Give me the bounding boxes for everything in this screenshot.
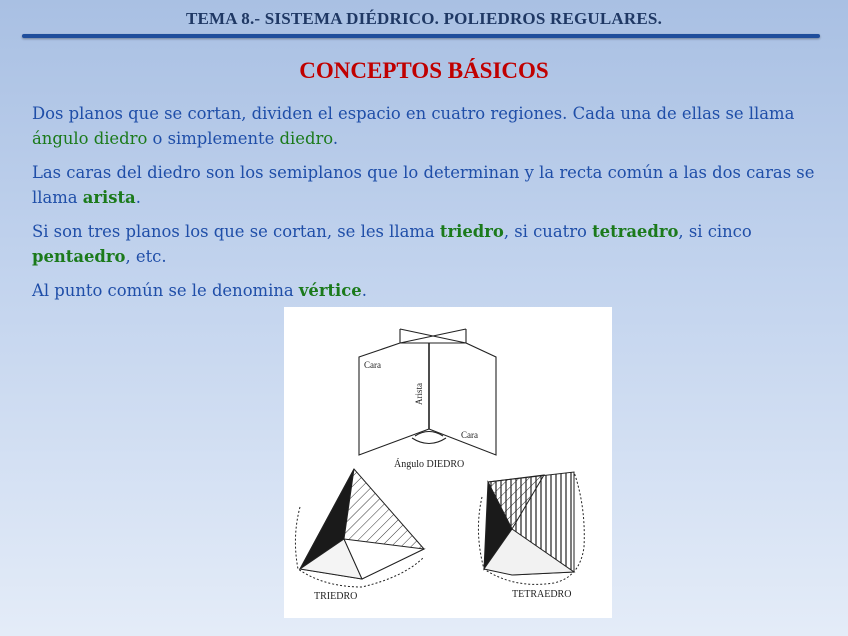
slide-title: TEMA 8.- SISTEMA DIÉDRICO. POLIEDROS REGULARES. xyxy=(185,9,663,28)
text-run: , si cuatro xyxy=(503,222,593,241)
text-run: . xyxy=(135,187,141,207)
text-run: . xyxy=(332,128,339,148)
text-run: Las caras del diedro son los semiplanos que lo determinan y la recta común a las dos caras se llama xyxy=(32,163,815,207)
tetraedro-drawing xyxy=(478,472,584,584)
paragraph-arista xyxy=(32,161,822,210)
text-run: . xyxy=(361,281,367,300)
text-run: o simplemente xyxy=(147,128,280,148)
label-triedro: TRIEDRO xyxy=(314,591,358,602)
term-vertice: vértice xyxy=(298,281,362,300)
polyhedra-illustration xyxy=(284,307,612,618)
term-angulo-diedro: ángulo diedro xyxy=(32,128,148,148)
slide-header xyxy=(0,0,848,34)
text-run: Al punto común se le denomina xyxy=(32,281,299,300)
text-run: , si cinco xyxy=(678,222,752,241)
text-run: Dos planos que se cortan, dividen el espacio en cuatro regiones. Cada una de ellas se llama xyxy=(32,104,795,123)
paragraph-triedro xyxy=(32,220,822,269)
body-text xyxy=(32,102,822,314)
section-heading: CONCEPTOS BÁSICOS xyxy=(299,58,549,83)
text-run: , etc. xyxy=(125,246,167,266)
term-triedro: triedro xyxy=(439,222,504,241)
label-tetraedro: TETRAEDRO xyxy=(512,589,572,600)
term-tetraedro: tetraedro xyxy=(592,222,679,241)
polyhedra-figure xyxy=(284,307,612,618)
label-angulo-diedro: Ángulo DIEDRO xyxy=(394,459,465,470)
label-arista: Arista xyxy=(414,383,424,405)
triedro-drawing xyxy=(295,469,424,587)
paragraph-vertice xyxy=(32,279,822,304)
text-run: Si son tres planos los que se cortan, se les llama xyxy=(32,222,440,241)
header-rule xyxy=(22,34,820,38)
label-cara-left: Cara xyxy=(364,360,381,370)
label-cara-right: Cara xyxy=(461,430,478,440)
term-pentaedro: pentaedro xyxy=(32,246,126,266)
term-arista: arista xyxy=(82,187,136,207)
term-diedro: diedro xyxy=(279,128,333,148)
paragraph-diedro xyxy=(32,102,822,151)
